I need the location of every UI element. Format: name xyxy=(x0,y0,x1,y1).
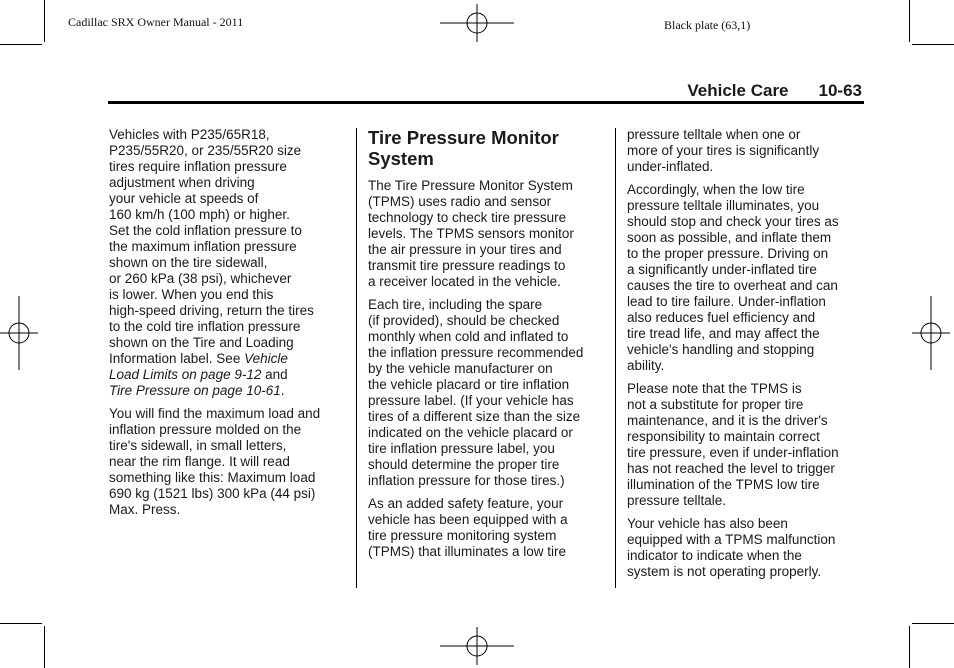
crop-mark xyxy=(909,0,910,42)
paragraph-text: and xyxy=(261,367,288,382)
paragraph: The Tire Pressure Monitor System (TPMS) uses radio and sensor technology to check tire pressure levels. The TPMS sensors monitor the air pressure in your tires and transmit tire pressure readings to a receiver located in the vehicle. xyxy=(368,178,574,289)
registration-crosshair-icon xyxy=(912,296,950,370)
paragraph: pressure telltale when one or more of your tires is significantly under-inflated. xyxy=(627,127,820,174)
paragraph: You will find the maximum load and inflation pressure molded on the tire's sidewall, in small letters, near the rim flange. It will read something like this: Maximum load 690 kg (1521 lbs) 300 kPa (44 psi) Max. Press. xyxy=(109,406,321,517)
column-left xyxy=(109,127,349,525)
column-middle xyxy=(368,127,608,567)
registration-crosshair-icon xyxy=(440,627,514,665)
crop-mark xyxy=(909,626,910,668)
paragraph: Your vehicle has also been equipped with a TPMS malfunction indicator to indicate when the system is not operating properly. xyxy=(627,516,836,579)
crop-mark xyxy=(912,44,954,45)
running-header xyxy=(687,81,862,101)
paragraph-text: Vehicles with P235/65R18, P235/55R20, or 235/55R20 size tires require inflation pressure adjustment when driving your vehicle at speeds of 160 km/h (100 mph) or higher. Set the cold inflation pressure to the maximum inflation pressure shown on the tire sidewall, or 260 kPa (38 psi), whichever is lower. When you end this high-speed driving, return the tires to the cold tire inflation pressure shown on the Tire and Loading Information label. See xyxy=(109,127,314,366)
crop-mark xyxy=(0,623,42,624)
header-rule xyxy=(108,101,864,104)
manual-title: Cadillac SRX Owner Manual - 2011 xyxy=(68,15,244,29)
section-heading: Tire Pressure Monitor System xyxy=(368,127,559,169)
paragraph xyxy=(109,127,349,399)
page-number: 10-63 xyxy=(818,81,862,100)
registration-crosshair-icon xyxy=(440,4,514,42)
paragraph: As an added safety feature, your vehicle has been equipped with a tire pressure monitoring system (TPMS) that illuminates a low tire xyxy=(368,496,568,559)
registration-crosshair-icon xyxy=(0,296,38,370)
crop-mark xyxy=(44,626,45,668)
cross-reference-link[interactable]: Tire Pressure on page 10-61 xyxy=(109,383,281,398)
cross-reference-link[interactable]: Vehicle Load Limits on page 9-12 xyxy=(109,351,288,382)
column-divider xyxy=(615,128,616,588)
section-name: Vehicle Care xyxy=(687,81,789,100)
paragraph: Accordingly, when the low tire pressure telltale illuminates, you should stop and check your tires as soon as possible, and inflate them to the proper pressure. Driving on a significantly under-inflated tire causes the tire to overheat and can lead to tire failure. Under-inflation also reduces fuel efficiency and tire tread life, and may affect the vehicle's handling and stopping ability. xyxy=(627,182,839,373)
paragraph: Please note that the TPMS is not a substitute for proper tire maintenance, and it is the driver's responsibility to maintain correct tire pressure, even if under-inflation has not reached the level to trigger illumination of the TPMS low tire pressure telltale. xyxy=(627,381,839,508)
crop-mark xyxy=(44,0,45,42)
paragraph-text: . xyxy=(280,383,285,398)
crop-mark xyxy=(912,623,954,624)
crop-mark xyxy=(0,44,42,45)
paragraph: Each tire, including the spare (if provided), should be checked monthly when cold and inflated to the inflation pressure recommended by the vehicle manufacturer on the vehicle placard or tire inflation pressure label. (If your vehicle has tires of a different size than the size indicated on the vehicle placard or tire inflation pressure label, you should determine the proper tire inflation pressure for those tires.) xyxy=(368,297,584,488)
column-right xyxy=(627,127,867,587)
plate-info: Black plate (63,1) xyxy=(664,18,751,32)
column-divider xyxy=(356,128,357,588)
